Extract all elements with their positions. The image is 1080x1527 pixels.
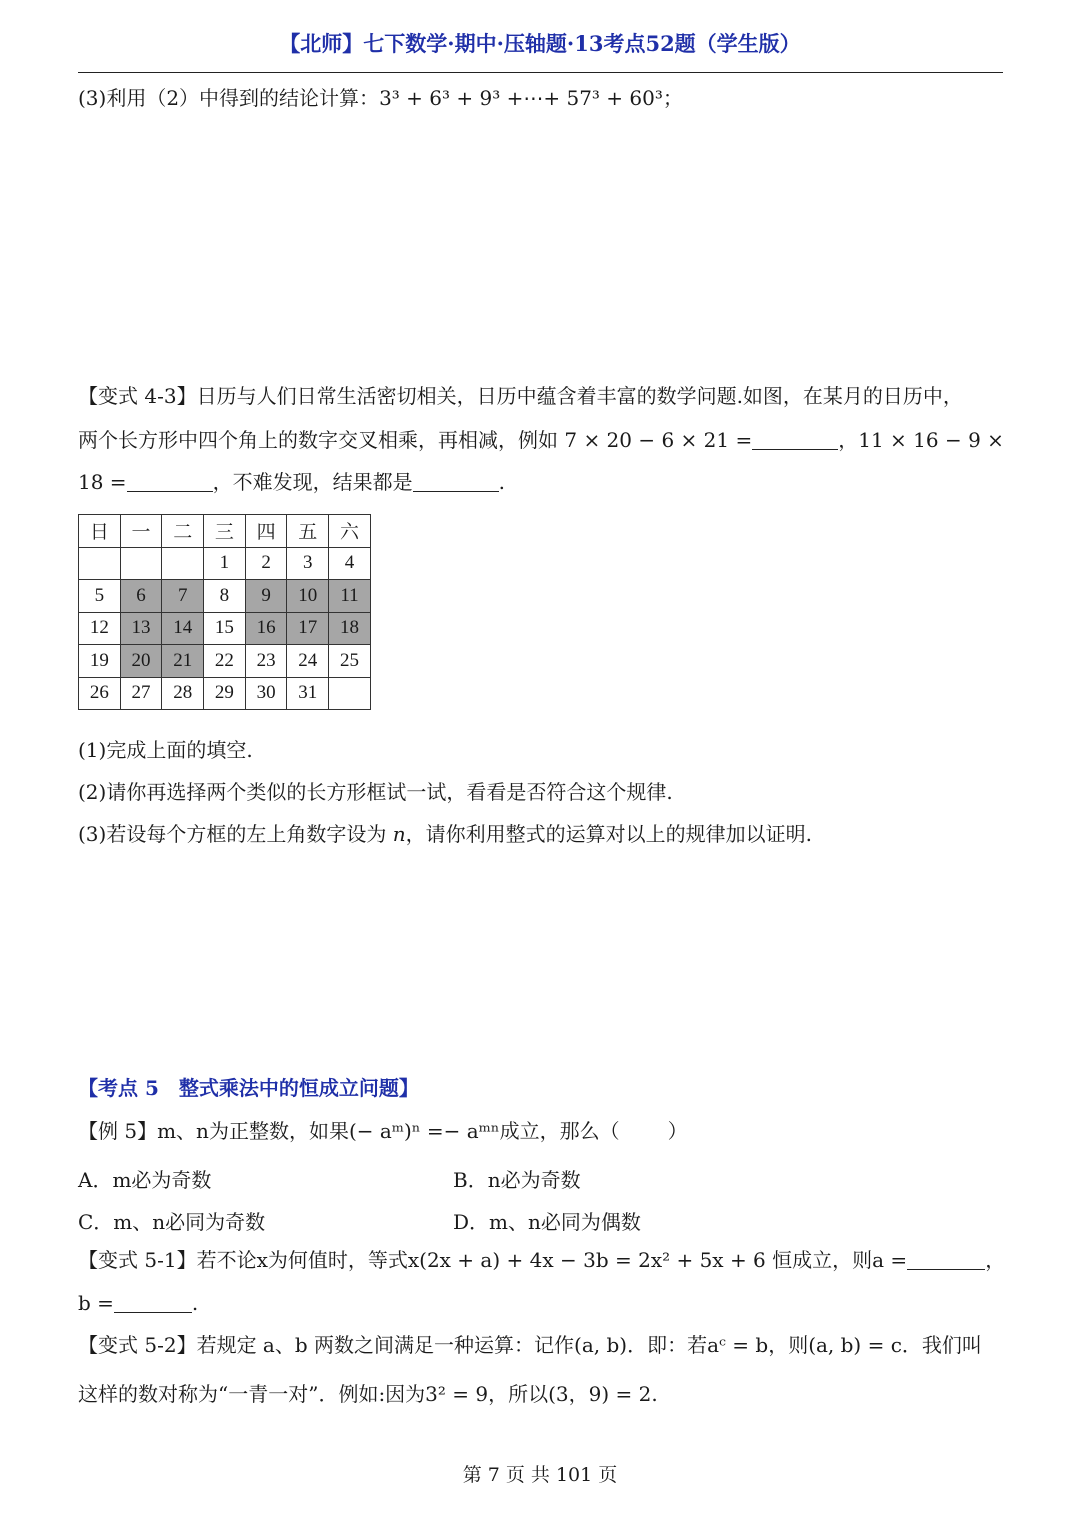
calendar-cell-shaded: 10 <box>287 580 329 613</box>
v43-text2b: ，11 × 16 − 9 × <box>838 428 1004 452</box>
option-a[interactable]: A．m必为奇数 <box>78 1168 212 1192</box>
v43-text3a: 18 = <box>78 470 127 494</box>
calendar-cell: 24 <box>287 645 329 678</box>
ex5-text-end: ） <box>667 1119 688 1143</box>
v43-q3-text-a: (3)若设每个方框的左上角数字设为 <box>78 822 393 846</box>
v43-text1: 日历与人们日常生活密切相关，日历中蕴含着丰富的数学问题.如图，在某月的日历中， <box>196 384 963 408</box>
calendar-cell <box>329 677 371 710</box>
calendar-row <box>79 677 371 710</box>
calendar-cell: 28 <box>162 677 204 710</box>
calendar-cell-shaded: 16 <box>245 612 287 645</box>
calendar-cell: 31 <box>287 677 329 710</box>
v43-line1 <box>78 386 963 406</box>
calendar-cell: 29 <box>204 677 246 710</box>
v43-q3 <box>78 824 812 844</box>
ex5-tag: 【例 5】 <box>78 1119 158 1143</box>
v51-line1 <box>78 1249 1005 1270</box>
ex5-line <box>78 1121 688 1141</box>
calendar-header-cell: 二 <box>162 515 204 548</box>
calendar-cell: 5 <box>79 580 121 613</box>
answer-blank-1[interactable] <box>752 429 838 450</box>
header-rule <box>78 72 1003 73</box>
calendar-cell: 15 <box>204 612 246 645</box>
v43-q3-text-b: ，请你利用整式的运算对以上的规律加以证明. <box>405 822 812 846</box>
calendar-cell: 2 <box>245 547 287 580</box>
calendar-cell-shaded: 13 <box>120 612 162 645</box>
calendar-row <box>79 547 371 580</box>
calendar-cell: 12 <box>79 612 121 645</box>
page-footer: 第 7 页 共 101 页 <box>462 1464 618 1486</box>
v43-tag: 【变式 4-3】 <box>78 384 197 408</box>
v51-line2 <box>78 1292 198 1313</box>
calendar-cell: 27 <box>120 677 162 710</box>
calendar-cell-shaded: 17 <box>287 612 329 645</box>
page-header: 【北师】七下数学·期中·压轴题·13考点52题（学生版） <box>279 31 801 56</box>
option-d[interactable]: D．m、n必同为偶数 <box>453 1210 641 1234</box>
calendar-header-cell: 四 <box>245 515 287 548</box>
v43-q2: (2)请你再选择两个类似的长方形框试一试，看看是否符合这个规律. <box>78 780 673 804</box>
v52-line2: 这样的数对称为“一青一对”．例如:因为3² = 9，所以(3，9) = 2. <box>78 1382 658 1406</box>
calendar-cell <box>162 547 204 580</box>
v51-comma: ， <box>985 1248 1006 1272</box>
calendar-header-cell: 五 <box>287 515 329 548</box>
calendar-cell-shaded: 14 <box>162 612 204 645</box>
calendar-header-cell: 六 <box>329 515 371 548</box>
answer-blank-3[interactable] <box>413 471 499 492</box>
calendar-table <box>78 514 371 710</box>
v51-b-label: b = <box>78 1291 114 1315</box>
calendar-cell: 23 <box>245 645 287 678</box>
calendar-cell: 26 <box>79 677 121 710</box>
v51-text: 若不论x为何值时，等式x(2x + a) + 4x − 3b = 2x² + 5x + 6 恒成立，则a = <box>196 1248 908 1272</box>
v43-line2 <box>78 429 1004 450</box>
calendar-cell-shaded: 18 <box>329 612 371 645</box>
answer-blank-a[interactable] <box>907 1249 985 1270</box>
v51-tag: 【变式 5-1】 <box>78 1248 197 1272</box>
calendar-cell <box>79 547 121 580</box>
calendar-cell <box>120 547 162 580</box>
calendar-row <box>79 645 371 678</box>
calendar-cell: 30 <box>245 677 287 710</box>
option-c[interactable]: C．m、n必同为奇数 <box>78 1210 266 1234</box>
calendar-header-cell: 一 <box>120 515 162 548</box>
calendar-header-cell: 日 <box>79 515 121 548</box>
calendar-cell-shaded: 7 <box>162 580 204 613</box>
variable-n: n <box>392 822 406 846</box>
calendar-cell-shaded: 6 <box>120 580 162 613</box>
ex5-text: m、n为正整数，如果(− aᵐ)ⁿ =− aᵐⁿ成立，那么（ <box>157 1119 620 1143</box>
calendar-cell: 19 <box>79 645 121 678</box>
v43-text2a: 两个长方形中四个角上的数字交叉相乘，再相减，例如 7 × 20 − 6 × 21 = <box>78 428 753 452</box>
calendar-cell-shaded: 9 <box>245 580 287 613</box>
calendar-header-cell: 三 <box>204 515 246 548</box>
calendar-cell: 22 <box>204 645 246 678</box>
calendar-cell-shaded: 21 <box>162 645 204 678</box>
calendar-cell: 25 <box>329 645 371 678</box>
v43-q1: (1)完成上面的填空. <box>78 738 253 762</box>
v52-tag: 【变式 5-2】 <box>78 1333 197 1357</box>
v43-text3b: ，不难发现，结果都是 <box>212 470 413 494</box>
option-b[interactable]: B．n必为奇数 <box>453 1168 581 1192</box>
q3-prefix: (3)利用（2）中得到的结论计算： <box>78 86 380 110</box>
calendar-cell-shaded: 11 <box>329 580 371 613</box>
v52-text1: 若规定 a、b 两数之间满足一种运算：记作(a, b)．即：若aᶜ = b，则(a, b) = c．我们叫 <box>196 1333 982 1357</box>
q3-expression: 3³ + 6³ + 9³ +⋯+ 57³ + 60³； <box>379 86 683 110</box>
calendar-cell: 1 <box>204 547 246 580</box>
q3-line <box>78 88 683 108</box>
kp5-title: 【考点 5 整式乘法中的恒成立问题】 <box>78 1076 419 1100</box>
calendar-cell: 3 <box>287 547 329 580</box>
calendar-row <box>79 580 371 613</box>
v43-line3 <box>78 471 505 492</box>
calendar-header-row <box>79 515 371 548</box>
calendar-row <box>79 612 371 645</box>
answer-blank-2[interactable] <box>127 471 213 492</box>
v43-text3c: . <box>498 470 505 494</box>
calendar-cell: 8 <box>204 580 246 613</box>
v52-line1 <box>78 1335 982 1355</box>
v51-period: . <box>191 1291 199 1315</box>
calendar-cell: 4 <box>329 547 371 580</box>
answer-blank-b[interactable] <box>114 1292 192 1313</box>
calendar-cell-shaded: 20 <box>120 645 162 678</box>
